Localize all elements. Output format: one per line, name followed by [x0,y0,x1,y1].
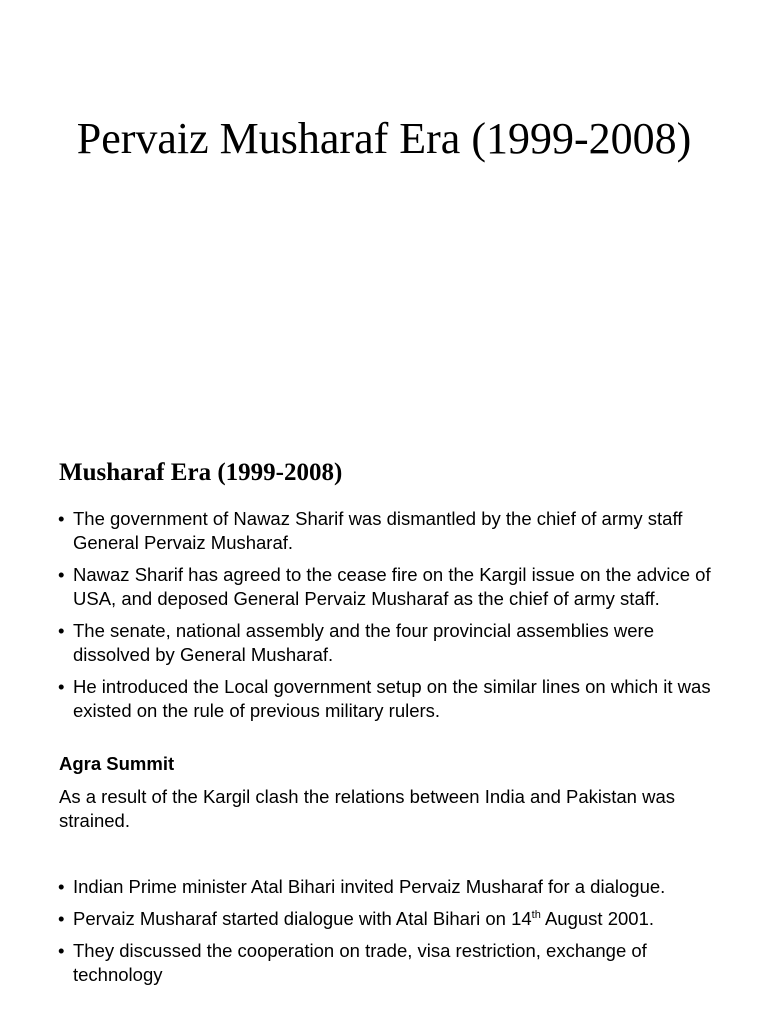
bullet-text-start: Pervaiz Musharaf started dialogue with Atal Bihari on 14 [73,908,532,929]
bullet-dot-icon: • [58,508,65,529]
bullet-item [58,507,718,555]
bullet-item [58,875,718,899]
slide-heading: Musharaf Era (1999-2008) [59,459,343,486]
bullet-text: The government of Nawaz Sharif was dismantled by the chief of army staff General Pervaiz Musharaf. [73,508,683,553]
bullet-item [58,563,718,611]
ordinal-suffix: th [531,909,541,921]
bullet-text: Indian Prime minister Atal Bihari invited Pervaiz Musharaf for a dialogue. [73,876,666,897]
bullet-dot-icon: • [58,620,65,641]
bullet-dot-icon: • [58,940,65,961]
bullet-text: The senate, national assembly and the four provincial assemblies were dissolved by General Musharaf. [73,620,655,665]
bullet-text [73,908,654,929]
bullet-item [58,939,718,987]
bullet-item [58,675,718,723]
bullet-dot-icon: • [58,908,65,929]
kargil-paragraph: As a result of the Kargil clash the relations between India and Pakistan was strained. [59,786,675,831]
agra-summit-subheading: Agra Summit [59,753,175,774]
bullet-dot-icon: • [58,676,65,697]
bullet-list-events [58,507,718,723]
slide-title: Pervaiz Musharaf Era (1999-2008) [76,114,692,163]
bullet-item [58,907,718,931]
bullet-dot-icon: • [58,564,65,585]
bullet-text: He introduced the Local government setup on the similar lines on which it was existed on the rule of previous military rulers. [73,676,711,721]
bullet-list-agra [58,875,718,987]
bullet-text: They discussed the cooperation on trade, visa restriction, exchange of technology [73,940,647,985]
bullet-text: Nawaz Sharif has agreed to the cease fire on the Kargil issue on the advice of USA, and deposed General Pervaiz Musharaf as the chief of army staff. [73,564,711,609]
bullet-item [58,619,718,667]
bullet-dot-icon: • [58,876,65,897]
title-slide [0,0,768,432]
content-slide [0,432,768,1024]
bullet-text-end: August 2001. [540,908,654,929]
